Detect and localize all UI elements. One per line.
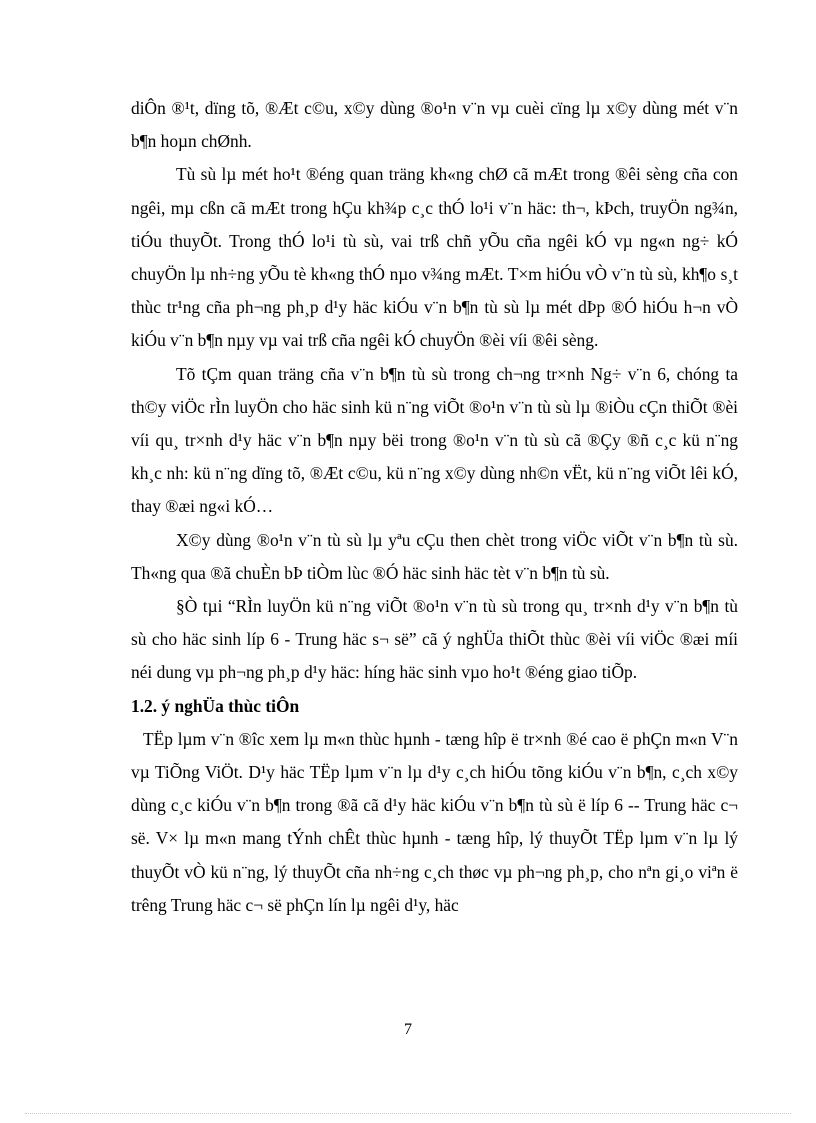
document-body <box>131 92 738 922</box>
page-bottom-divider <box>25 1113 791 1114</box>
paragraph-key-requirement: X©y dùng ®o¹n v¨n tù sù lµ yªu cÇu then chèt trong viÖc viÕt v¨n b¶n tù sù. Th«ng qua ®ã chuÈn bÞ tiÒm lùc ®Ó häc sinh häc tèt v¨n b¶n tù sù. <box>131 529 738 583</box>
paragraph-practical-meaning: TËp lµm v¨n ®îc xem lµ m«n thùc hµnh - tæng hîp ë tr×nh ®é cao ë phÇn m«n V¨n vµ TiÕng ViÖt. D¹y häc TËp lµm v¨n lµ d¹y c¸ch hiÓu tõng kiÓu v¨n b¶n, c¸ch x©y dùng c¸c kiÓu v¨n b¶n trong ®ã cã d¹y häc kiÓu v¨n b¶n tù sù ë líp 6 -- Trung häc c¬ së. V× lµ m«n mang tÝnh chÊt thùc hµnh - tæng hîp, lý thuyÕt TËp lµm v¨n lµ lý thuyÕt vÒ kü n¨ng, lý thuyÕt cña nh÷ng c¸ch thøc vµ ph¬ng ph¸p, cho nªn gi¸o viªn ë trêng Trung häc c¬ së phÇn lín lµ ngêi d¹y, häc <box>131 728 738 915</box>
paragraph-continuation: diÔn ®¹t, dïng tõ, ®Æt c©u, x©y dùng ®o¹n v¨n vµ cuèi cïng lµ x©y dùng mét v¨n b¶n hoµn chØnh. <box>131 98 738 152</box>
page-number: 7 <box>404 1021 412 1038</box>
section-heading: 1.2. ý nghÜa thùc tiÔn <box>131 695 300 716</box>
paragraph-importance: Tõ tÇm quan träng cña v¨n b¶n tù sù trong ch¬ng tr×nh Ng÷ v¨n 6, chóng ta th©y viÖc rÌn luyÖn cho häc sinh kü n¨ng viÕt ®o¹n v¨n tù sù lµ ®iÒu cÇn thiÕt ®èi víi qu¸ tr×nh d¹y häc v¨n b¶n nµy bëi trong ®o¹n v¨n tù sù cã ®Çy ®ñ c¸c kü n¨ng kh¸c nh: kü n¨ng dïng tõ, ®Æt c©u, kü n¨ng x©y dùng nh©n vËt, kü n¨ng viÕt lêi kÓ, thay ®æi ng«i kÓ… <box>131 363 738 517</box>
paragraph-topic: §Ò tµi “RÌn luyÖn kü n¨ng viÕt ®o¹n v¨n tù sù trong qu¸ tr×nh d¹y v¨n b¶n tù sù cho häc sinh líp 6 - Trung häc s¬ së” cã ý nghÜa thiÕt thùc ®èi víi viÖc ®æi míi néi dung vµ ph¬ng ph¸p d¹y häc: híng häc sinh vµo ho¹t ®éng giao tiÕp. <box>131 596 738 683</box>
paragraph-narrative-role: Tù sù lµ mét ho¹t ®éng quan träng kh«ng chØ cã mÆt trong ®êi sèng cña con ngêi, mµ cßn cã mÆt trong hÇu kh¾p c¸c thÓ lo¹i v¨n häc: th¬, kÞch, truyÖn ng¾n, tiÓu thuyÕt. Trong thÓ lo¹i tù sù, vai trß chñ yÕu cña ngêi kÓ vµ ng«n ng÷ kÓ chuyÖn lµ nh÷ng yÕu tè kh«ng thÓ nµo v¾ng mÆt. T×m hiÓu vÒ v¨n tù sù, kh¶o s¸t thùc tr¹ng cña ph¬ng ph¸p d¹y häc kiÓu v¨n b¶n tù sù lµ mét dÞp ®Ó hiÓu h¬n vÒ kiÓu v¨n b¶n nµy vµ vai trß cña ngêi kÓ chuyÖn ®èi víi ®êi sèng. <box>131 164 738 351</box>
